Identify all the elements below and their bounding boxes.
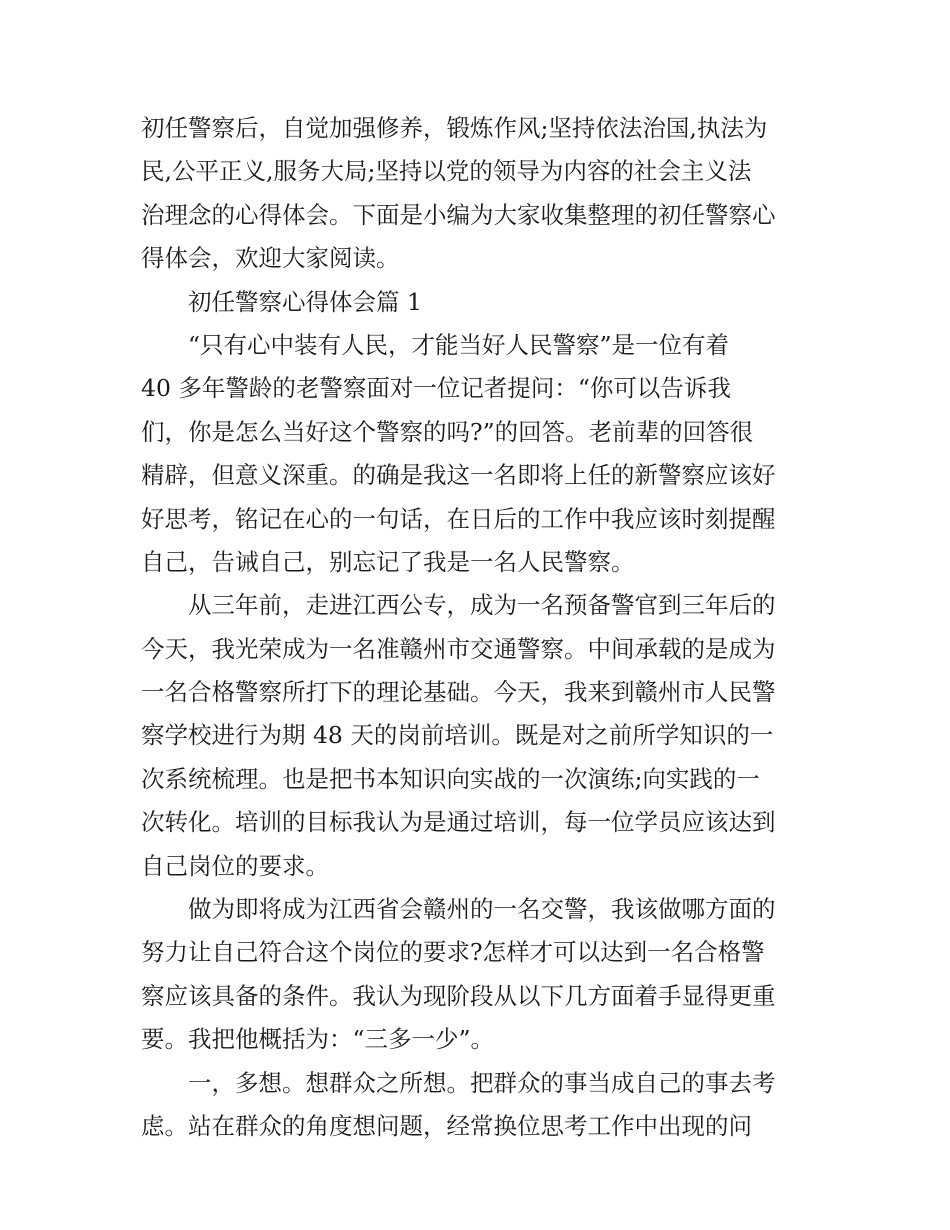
text-line: 自己岗位的要求。 — [141, 851, 329, 880]
text-line: 从三年前，走进江西公专，成为一名预备警官到三年后的 — [188, 591, 776, 620]
text-line: 今天，我光荣成为一名准赣州市交通警察。中间承载的是成为 — [141, 634, 776, 663]
text-line: 治理念的心得体会。下面是小编为大家收集整理的初任警察心 — [141, 200, 776, 229]
text-line: 次系统梳理。也是把书本知识向实战的一次演练;向实践的一 — [141, 764, 760, 793]
text-line: 要。我把他概括为：“三多一少”。 — [141, 1025, 495, 1054]
text-line: 精辟，但意义深重。的确是我这一名即将上任的新警察应该好 — [141, 461, 776, 490]
text-line: 民,公平正义,服务大局;坚持以党的领导为内容的社会主义法 — [141, 157, 752, 186]
document-body — [141, 107, 821, 1148]
text-line: 察学校进行为期 48 天的岗前培训。既是对之前所学知识的一 — [141, 721, 774, 750]
text-line: 虑。站在群众的角度想问题，经常换位思考工作中出现的问 — [141, 1111, 752, 1140]
text-line: 初任警察心得体会篇 1 — [188, 287, 422, 316]
text-line: 40 多年警龄的老警察面对一位记者提问：“你可以告诉我 — [141, 374, 731, 403]
text-line: 得体会，欢迎大家阅读。 — [141, 244, 400, 273]
text-line: 察应该具备的条件。我认为现阶段从以下几方面着手显得更重 — [141, 981, 776, 1010]
text-line: 们，你是怎么当好这个警察的吗?”的回答。老前辈的回答很 — [141, 417, 754, 446]
text-line: “只有心中装有人民，才能当好人民警察”是一位有着 — [188, 330, 730, 359]
text-line: 自己，告诫自己，别忘记了我是一名人民警察。 — [141, 547, 635, 576]
text-line: 初任警察后，自觉加强修养，锻炼作风;坚持依法治国,执法为 — [141, 114, 768, 142]
text-line: 努力让自己符合这个岗位的要求?怎样才可以达到一名合格警 — [141, 938, 765, 967]
text-line: 做为即将成为江西省会赣州的一名交警，我该做哪方面的 — [188, 895, 776, 924]
text-line: 好思考，铭记在心的一句话，在日后的工作中我应该时刻提醒 — [141, 504, 776, 533]
text-line: 一名合格警察所打下的理论基础。今天，我来到赣州市人民警 — [141, 678, 776, 707]
text-line: 次转化。培训的目标我认为是通过培训，每一位学员应该达到 — [141, 808, 776, 837]
text-line: 一，多想。想群众之所想。把群众的事当成自己的事去考 — [188, 1068, 776, 1097]
